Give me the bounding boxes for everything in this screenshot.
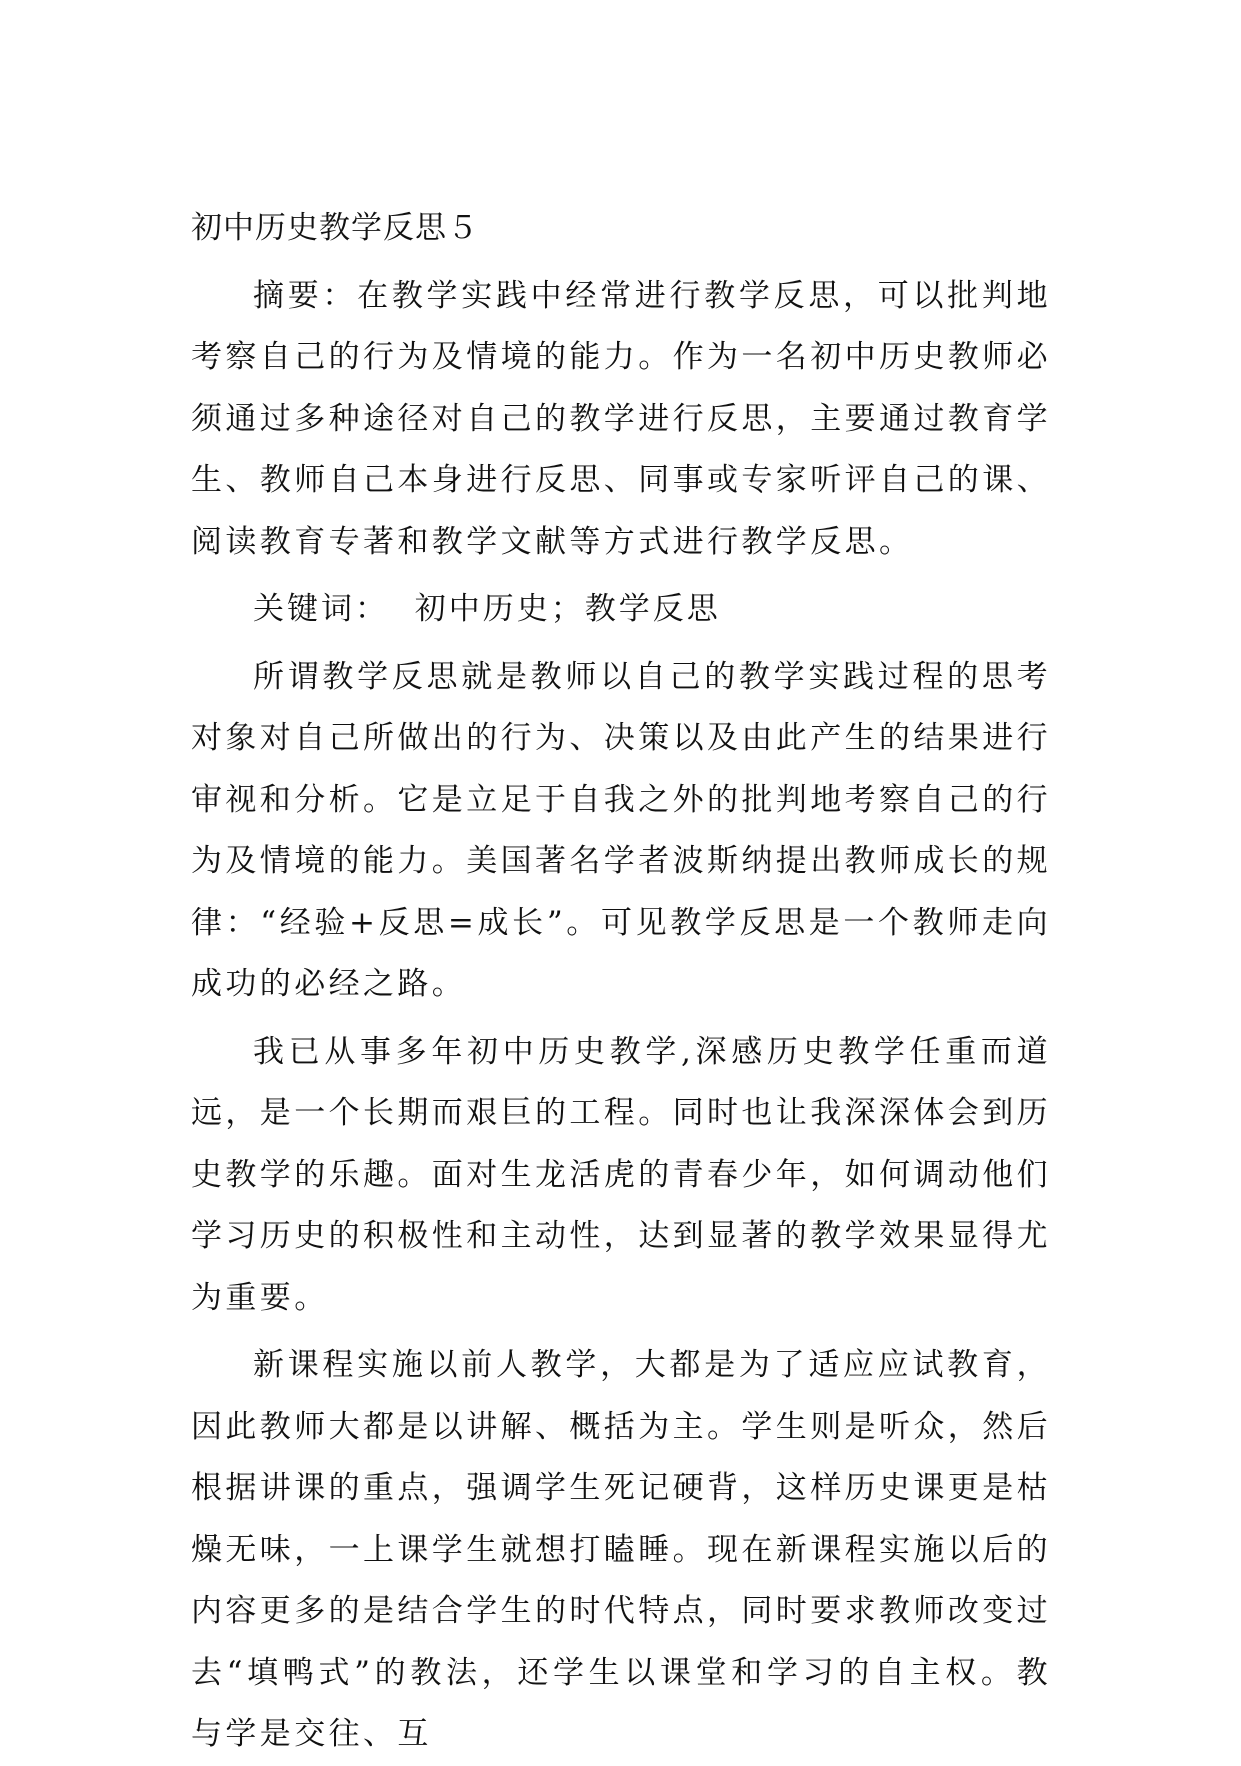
body-paragraph-2: 我已从事多年初中历史教学,深感历史教学任重而道远，是一个长期而艰巨的工程。同时也让我深深体会到历史教学的乐趣。面对生龙活虎的青春少年，如何调动他们学习历史的积极性和主动性，达到显著的教学效果显得尤为重要。 xyxy=(191,1033,1051,1316)
body-paragraph-1: 所谓教学反思就是教师以自己的教学实践过程的思考对象对自己所做出的行为、决策以及由此产生的结果进行审视和分析。它是立足于自我之外的批判地考察自己的行为及情境的能力。美国著名学者波斯纳提出教师成长的规律：“经验+反思=成长”。可见教学反思是一个教师走向成功的必经之路。 xyxy=(191,658,1051,1002)
keywords-value: 初中历史；教学反思 xyxy=(414,591,721,627)
body-paragraph-3: 新课程实施以前人教学，大都是为了适应应试教育，因此教师大都是以讲解、概括为主。学生则是听众，然后根据讲课的重点，强调学生死记硬背，这样历史课更是枯燥无味，一上课学生就想打瞌睡。现在新课程实施以后的内容更多的是结合学生的时代特点，同时要求教师改变过去“填鸭式”的教法，还学生以课堂和学习的自主权。教与学是交往、互 xyxy=(191,1347,1051,1752)
document-title: 初中历史教学反思５ xyxy=(191,210,479,246)
keywords-line xyxy=(191,579,1051,641)
document-body xyxy=(191,198,1051,1766)
abstract-paragraph: 摘要：在教学实践中经常进行教学反思，可以批判地考察自己的行为及情境的能力。作为一名初中历史教师必须通过多种途径对自己的教学进行反思，主要通过教育学生、教师自己本身进行反思、同事或专家听评自己的课、阅读教育专著和教学文献等方式进行教学反思。 xyxy=(191,277,1051,560)
keywords-label: 关键词： xyxy=(253,591,389,627)
